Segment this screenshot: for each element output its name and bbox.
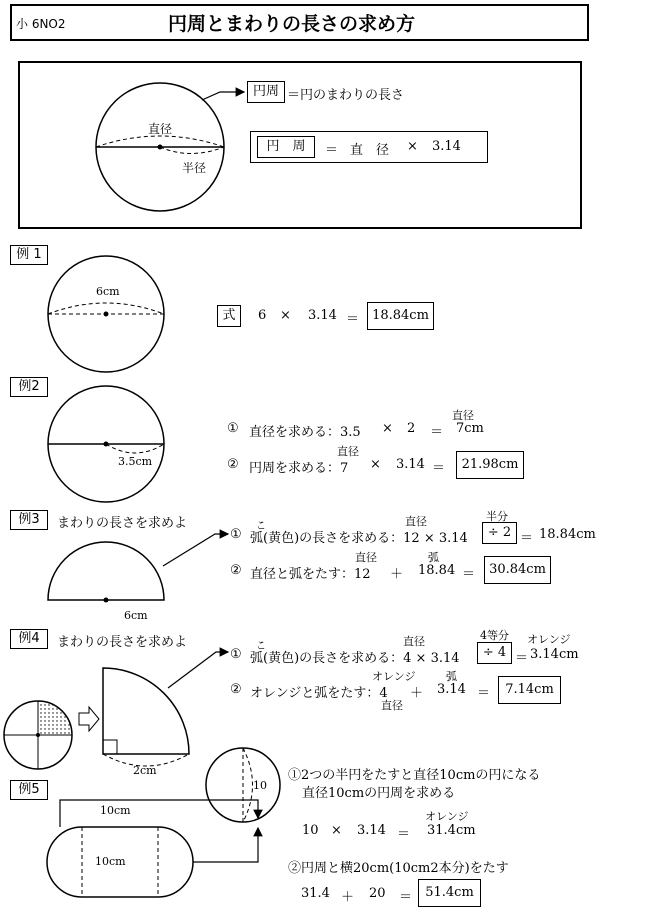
ex4-step1-quarter: 4等分 — [480, 629, 509, 642]
ex4-shapes — [4, 652, 228, 769]
worksheet-code: 小 6NO2 — [16, 17, 66, 31]
ex3-step2-num: ② — [230, 563, 242, 578]
ex4-prompt: まわりの長さを求めよ — [57, 635, 188, 650]
ex5-line2: 直径10cmの円周を求める — [302, 786, 456, 801]
ex1-b: 3.14 — [308, 308, 337, 323]
intro-radius-label: 半径 — [182, 161, 207, 175]
ex5-calc1-above: オレンジ — [425, 810, 469, 823]
ex3-step1-above: 直径 — [405, 515, 427, 528]
ex2-circle — [48, 386, 164, 502]
ex1-a: 6 — [258, 308, 267, 323]
ex4-step1-divbox: ÷ 4 — [477, 642, 512, 664]
ex4-step2-above1: オレンジ — [372, 670, 416, 683]
ex3-step1-eq: ＝ — [520, 531, 534, 546]
ex4-step1-num: ① — [230, 647, 242, 662]
ex5-calc1-eq: ＝ — [397, 827, 411, 842]
ex3-step2-b: 18.84 — [418, 563, 456, 578]
ex2-step1-text: 直径を求める：3.5 — [249, 425, 361, 440]
ex2-step2-b: 3.14 — [396, 457, 425, 472]
ex2-step2-num: ② — [227, 457, 239, 472]
ex3-shape-label: 6cm — [124, 609, 148, 622]
ex3-step1-text: 弧(黄色)の長さを求める：12 × 3.14 — [250, 531, 468, 546]
ex3-semicircle — [48, 534, 228, 603]
ex5-circle-label: 10 — [253, 779, 267, 792]
ex1-answer: 18.84cm — [367, 302, 434, 330]
ex1-formula-label: 式 — [217, 305, 241, 327]
ex3-step1-ruby: こ — [256, 521, 266, 532]
intro-diameter-label: 直径 — [148, 122, 173, 136]
ex4-label: 例4 — [10, 629, 48, 649]
ex5-line1: ①2つの半円をたすと直径10cmの円になる — [288, 768, 541, 783]
ex5-calc2-a: 31.4 — [301, 886, 330, 901]
ex4-step2-op: ＋ — [410, 686, 424, 701]
ex5-calc2-b: 20 — [369, 886, 386, 901]
ex4-step1-above: 直径 — [403, 635, 425, 648]
ex5-answer: 51.4cm — [418, 879, 481, 907]
intro-formula-pi: 3.14 — [432, 139, 461, 154]
ex2-answer: 21.98cm — [456, 451, 524, 479]
intro-formula-term: 円 周 — [257, 136, 315, 158]
ex3-step2-above2: 弧 — [428, 551, 439, 564]
ex2-step1-op: × — [382, 421, 393, 436]
ex3-step2-op: ＋ — [390, 567, 404, 582]
ex5-calc2-op: ＋ — [341, 890, 355, 905]
ex2-step1-result: 7cm — [456, 421, 484, 436]
ex1-label: 例 1 — [10, 245, 48, 265]
ex4-step2-b: 3.14 — [437, 682, 466, 697]
ex3-step1-num: ① — [230, 527, 242, 542]
page-title: 円周とまわりの長さの求め方 — [168, 13, 416, 35]
ex1-op: × — [280, 308, 291, 323]
ex4-step2-above2: 弧 — [446, 670, 457, 683]
ex4-step2-below1: 直径 — [381, 699, 403, 712]
ex3-step1-result: 18.84cm — [539, 527, 596, 542]
intro-arrow-label: 円周 — [247, 81, 285, 103]
ex2-step2-above: 直径 — [337, 445, 359, 458]
ex4-step1-eq: ＝ — [515, 651, 529, 666]
ex5-shapes — [47, 748, 280, 897]
ex4-step2-num: ② — [230, 682, 242, 697]
ex2-step1-above: 直径 — [452, 409, 474, 422]
ex2-step1-num: ① — [227, 421, 239, 436]
ex3-step2-text: 直径と弧をたす：12 — [250, 567, 371, 582]
ex1-circle — [48, 256, 164, 372]
ex5-calc1-b: 3.14 — [357, 823, 386, 838]
ex3-label: 例3 — [10, 510, 48, 530]
ex5-top-label: 10cm — [100, 804, 131, 817]
ex3-step2-above1: 直径 — [355, 551, 377, 564]
ex4-step2-text: オレンジと弧をたす：4 — [250, 686, 388, 701]
ex3-step2-eq: ＝ — [462, 567, 476, 582]
ex2-circle-label: 3.5cm — [118, 455, 153, 468]
ex5-calc1-op: × — [331, 823, 342, 838]
ex4-step1-result: 3.14cm — [530, 647, 579, 662]
ex3-prompt: まわりの長さを求めよ — [57, 516, 188, 531]
ex4-step1-text: 弧(黄色)の長さを求める：4 × 3.14 — [250, 651, 460, 666]
ex2-step2-op: × — [370, 457, 381, 472]
ex2-step1-eq: ＝ — [430, 425, 444, 440]
ex3-step1-half: 半分 — [486, 510, 508, 523]
intro-arrow-text: ＝円のまわりの長さ — [287, 88, 405, 103]
ex5-side-label: 10cm — [95, 855, 126, 868]
ex1-circle-label: 6cm — [96, 285, 120, 298]
ex2-step1-b: 2 — [407, 421, 416, 436]
ex4-shape-label: 2cm — [133, 764, 157, 777]
ex2-label: 例2 — [10, 377, 48, 397]
ex3-answer: 30.84cm — [484, 556, 551, 584]
ex5-calc1-a: 10 — [302, 823, 319, 838]
intro-formula-diameter: 直 径 — [350, 143, 390, 158]
ex2-step2-eq: ＝ — [432, 461, 446, 476]
ex2-step2-text: 円周を求める：7 — [249, 461, 349, 476]
ex1-eq: ＝ — [346, 312, 360, 327]
intro-formula-eq: ＝ — [325, 143, 339, 158]
ex5-calc2-eq: ＝ — [399, 890, 413, 905]
ex4-step1-ruby: こ — [256, 641, 266, 652]
ex5-label: 例5 — [10, 780, 48, 800]
ex5-calc1-result: 31.4cm — [427, 823, 476, 838]
ex3-step1-divbox: ÷ 2 — [482, 522, 517, 544]
ex4-step2-eq: ＝ — [477, 686, 491, 701]
ex4-answer: 7.14cm — [498, 676, 561, 704]
intro-formula-times: × — [407, 139, 418, 154]
ex5-line3: ②円周と横20cm(10cm2本分)をたす — [288, 861, 509, 876]
ex4-step1-above-result: オレンジ — [527, 633, 571, 646]
